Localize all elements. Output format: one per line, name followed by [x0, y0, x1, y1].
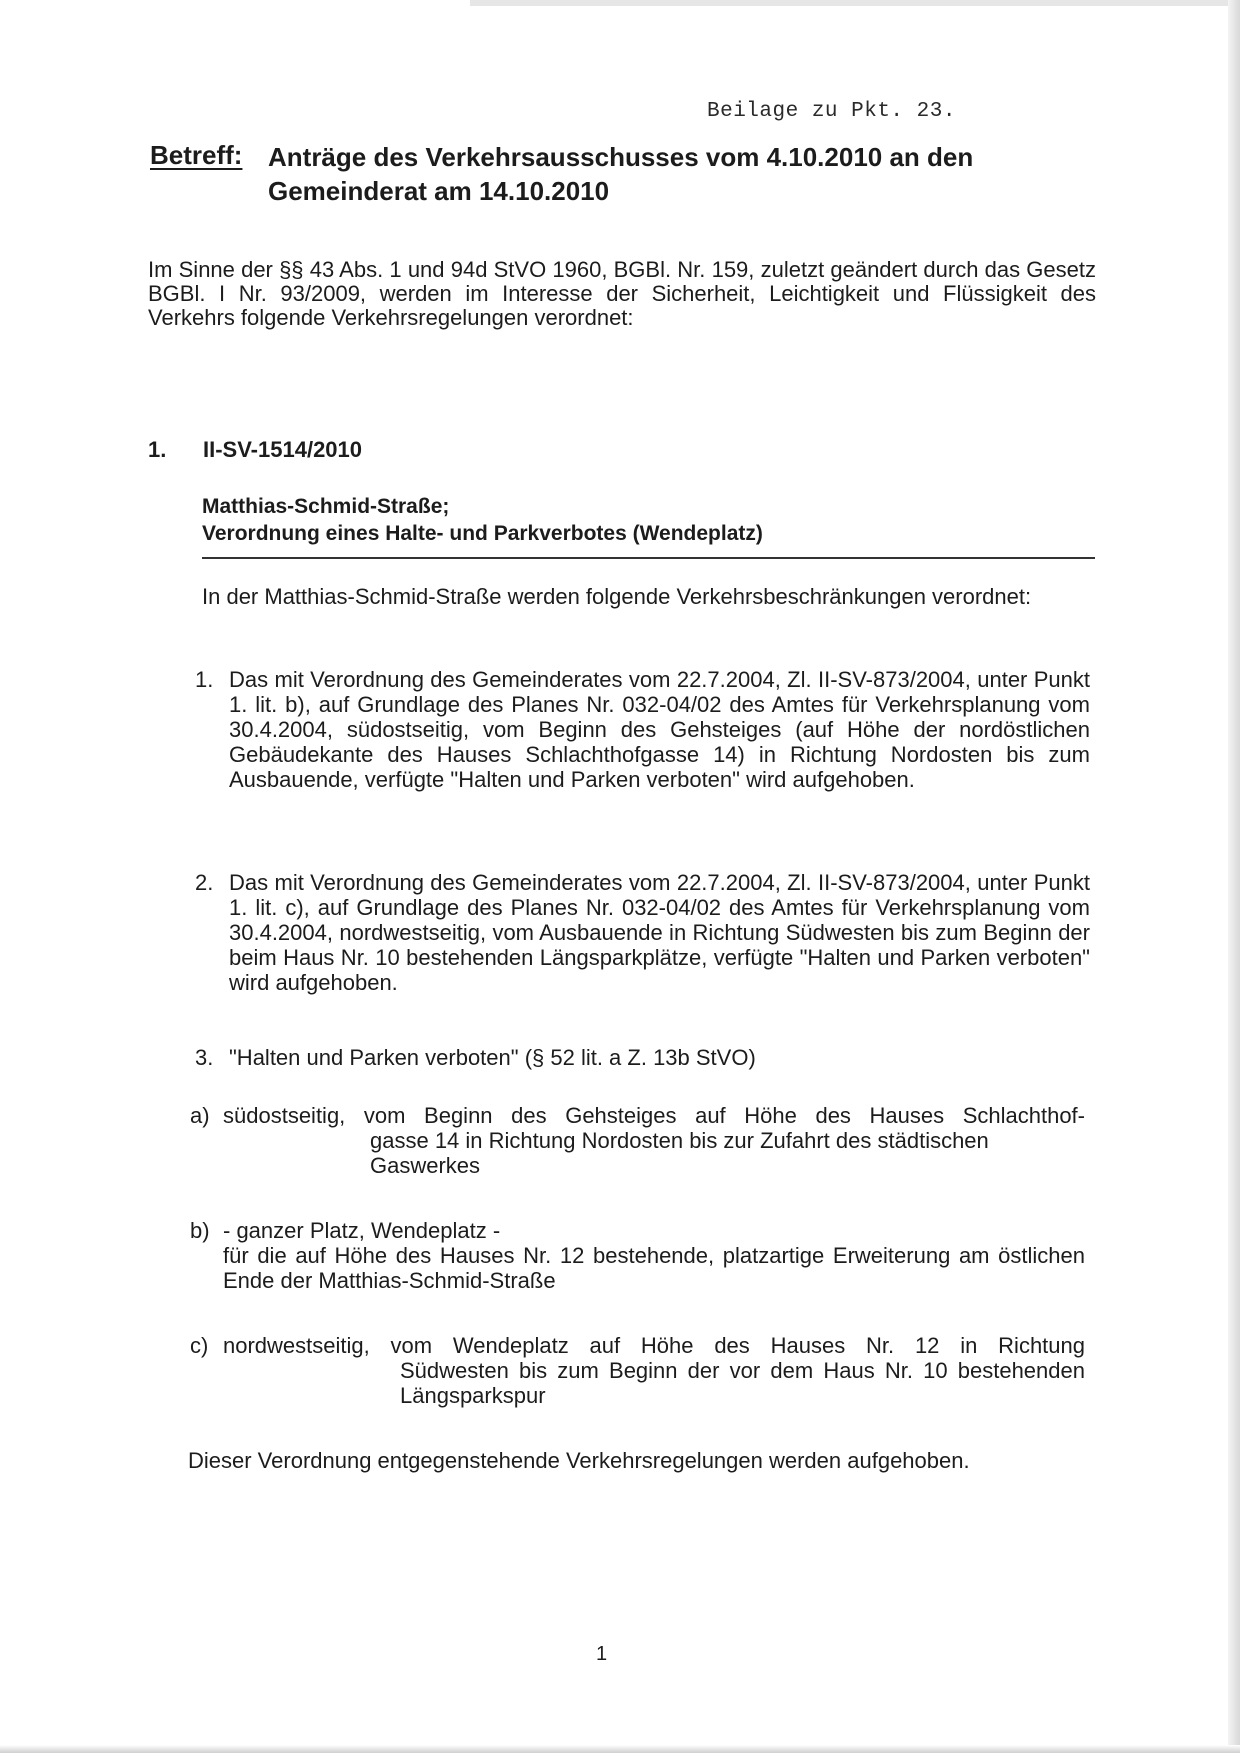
page-number: 1: [596, 1643, 608, 1665]
list-item-text: Das mit Verordnung des Gemeinderates vom 22.7.2004, Zl. II-SV-873/2004, unter Punkt 1. lit. b), auf Grundlage des Planes Nr. 032-04/02 des Amtes für Verkehrsplanung vom 30.4.2004, südostseitig, vom Beginn des Gehsteiges (auf Höhe der nordöstlichen Gebäudekante des Hauses Schlachthofgasse 14) in Richtung Nordosten bis zum Ausbauende, verfügte "Halten und Parken verboten" wird aufgehoben.: [229, 667, 1090, 792]
list-item: [195, 667, 1090, 792]
intro-paragraph: Im Sinne der §§ 43 Abs. 1 und 94d StVO 1960, BGBl. Nr. 159, zuletzt geändert durch das Gesetz BGBl. I Nr. 93/2009, werden im Interesse der Sicherheit, Leichtigkeit und Flüssigkeit des Verkehrs folgende Verkehrsregelungen verordnet:: [148, 257, 1096, 330]
subpoint-marker: b): [190, 1218, 210, 1243]
subpoint-marker: c): [190, 1333, 209, 1358]
list-item-text: Das mit Verordnung des Gemeinderates vom 22.7.2004, Zl. II-SV-873/2004, unter Punkt 1. lit. c), auf Grundlage des Planes Nr. 032-04/02 des Amtes für Verkehrsplanung vom 30.4.2004, nordwestseitig, vom Ausbauende in Richtung Südwesten bis zum Beginn der beim Haus Nr. 10 bestehenden Längsparkplätze, verfügte "Halten und Parken verboten" wird aufgehoben.: [229, 870, 1090, 995]
list-marker: 3.: [195, 1045, 214, 1070]
subpoint-continuation: Südwesten bis zum Beginn der vor dem Haus Nr. 10 bestehenden Längsparkspur: [400, 1358, 1085, 1408]
section-divider: [202, 557, 1095, 559]
subpoint-first-line: südostseitig, vom Beginn des Gehsteiges auf Höhe des Hauses Schlachthof-: [223, 1103, 1085, 1128]
item-code: II-SV-1514/2010: [203, 437, 363, 462]
lead-paragraph: In der Matthias-Schmid-Straße werden folgende Verkehrsbeschränkungen verordnet:: [202, 584, 1032, 609]
scan-edge-top: [470, 0, 1240, 6]
item-number: 1.: [148, 437, 167, 462]
scan-edge-right: [1228, 0, 1240, 1753]
subpoint-first-line: nordwestseitig, vom Wendeplatz auf Höhe des Hauses Nr. 12 in Richtung: [223, 1333, 1085, 1358]
subpoint-continuation: für die auf Höhe des Hauses Nr. 12 bestehende, platzartige Erweiterung am östlichen Ende der Matthias-Schmid-Straße: [223, 1243, 1085, 1293]
subpoint-first-line: - ganzer Platz, Wendeplatz -: [223, 1218, 501, 1243]
list-item: [195, 1045, 1090, 1070]
list-marker: 1.: [195, 667, 214, 692]
subject-text: Anträge des Verkehrsausschusses vom 4.10.2010 an den Gemeinderat am 14.10.2010: [268, 142, 974, 206]
list-marker: 2.: [195, 870, 214, 895]
subpoint-continuation: gasse 14 in Richtung Nordosten bis zur Zufahrt des städtischen Gaswerkes: [370, 1128, 989, 1178]
list-item: [195, 870, 1090, 995]
list-item-text: "Halten und Parken verboten" (§ 52 lit. a Z. 13b StVO): [229, 1045, 756, 1070]
closing-paragraph: Dieser Verordnung entgegenstehende Verkehrsregelungen werden aufgehoben.: [188, 1448, 970, 1473]
subpoint-marker: a): [190, 1103, 210, 1128]
scan-edge-bottom: [0, 1745, 1240, 1753]
order-title: Verordnung eines Halte- und Parkverbotes (Wendeplatz): [202, 522, 763, 545]
street-name: Matthias-Schmid-Straße;: [202, 495, 450, 518]
attachment-note: Beilage zu Pkt. 23.: [707, 100, 956, 123]
subject-label: Betreff:: [150, 140, 243, 170]
